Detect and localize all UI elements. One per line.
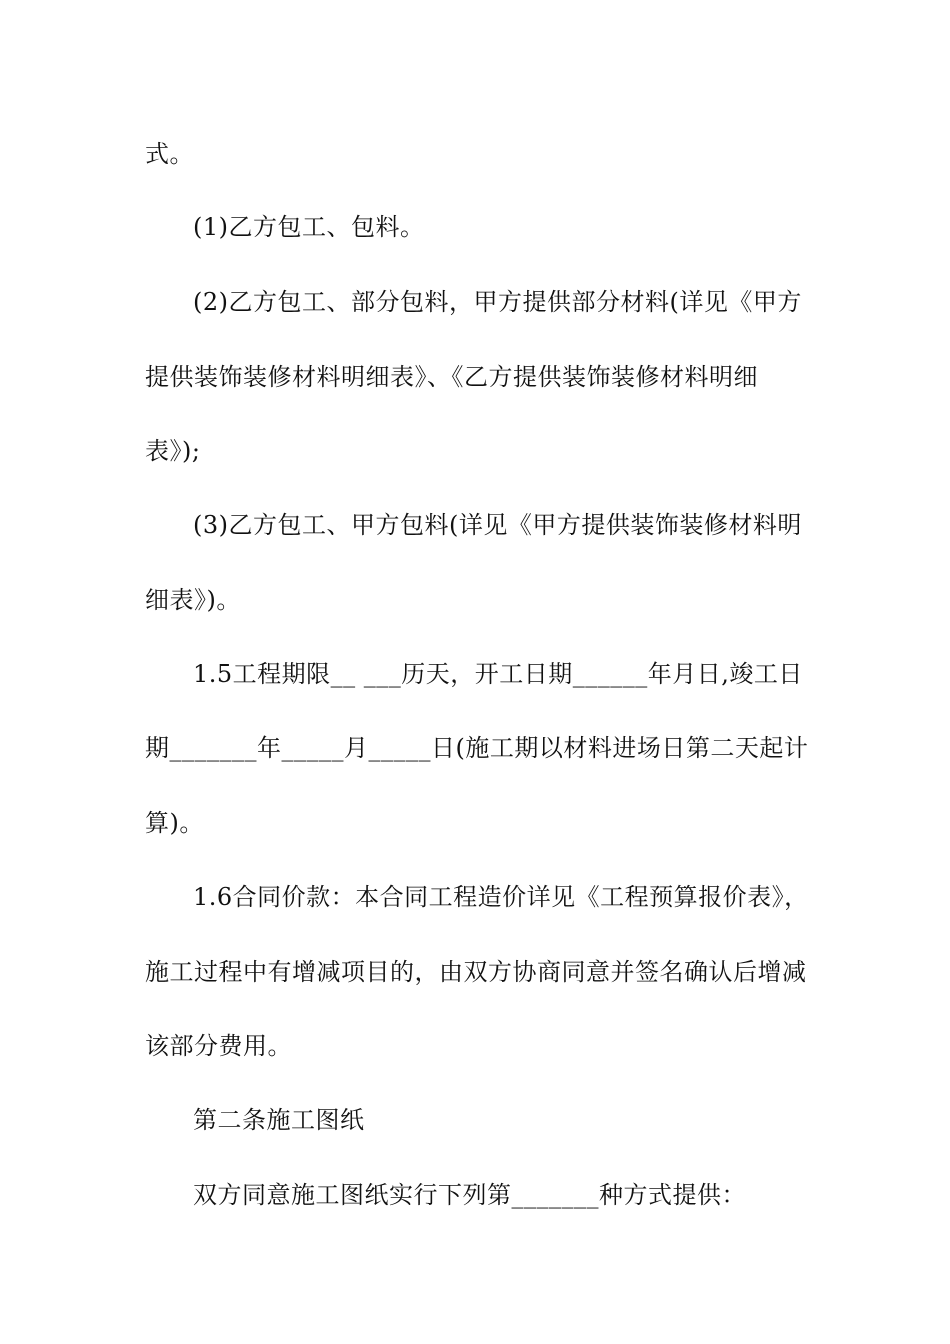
text-line: (1)乙方包工、包料。 (193, 213, 425, 241)
text-line: 双方同意施工图纸实行下列第_______种方式提供： (193, 1181, 746, 1209)
text-line: 1.6合同价款：本合同工程造价详见《工程预算报价表》， (193, 883, 809, 911)
text-line: 1.5工程期限__ ___历天，开工日期______年月日,竣工日 (193, 660, 803, 688)
text-line: 算)。 (145, 809, 204, 837)
text-line: (3)乙方包工、甲方包料(详见《甲方提供装饰装修材料明 (193, 511, 802, 539)
section-heading: 第二条施工图纸 (193, 1106, 365, 1134)
text-line: 期_______年_____月_____日(施工期以材料进场日第二天起计 (145, 734, 809, 762)
text-line: 细表》)。 (145, 586, 241, 614)
text-line: 表》); (145, 437, 201, 465)
text-line: 该部分费用。 (145, 1032, 292, 1060)
text-line: (2)乙方包工、部分包料，甲方提供部分材料(详见《甲方 (193, 288, 802, 316)
text-line: 式。 (145, 140, 194, 168)
text-line: 提供装饰装修材料明细表》、《乙方提供装饰装修材料明细 (145, 363, 758, 391)
text-line: 施工过程中有增减项目的，由双方协商同意并签名确认后增减 (145, 958, 807, 986)
